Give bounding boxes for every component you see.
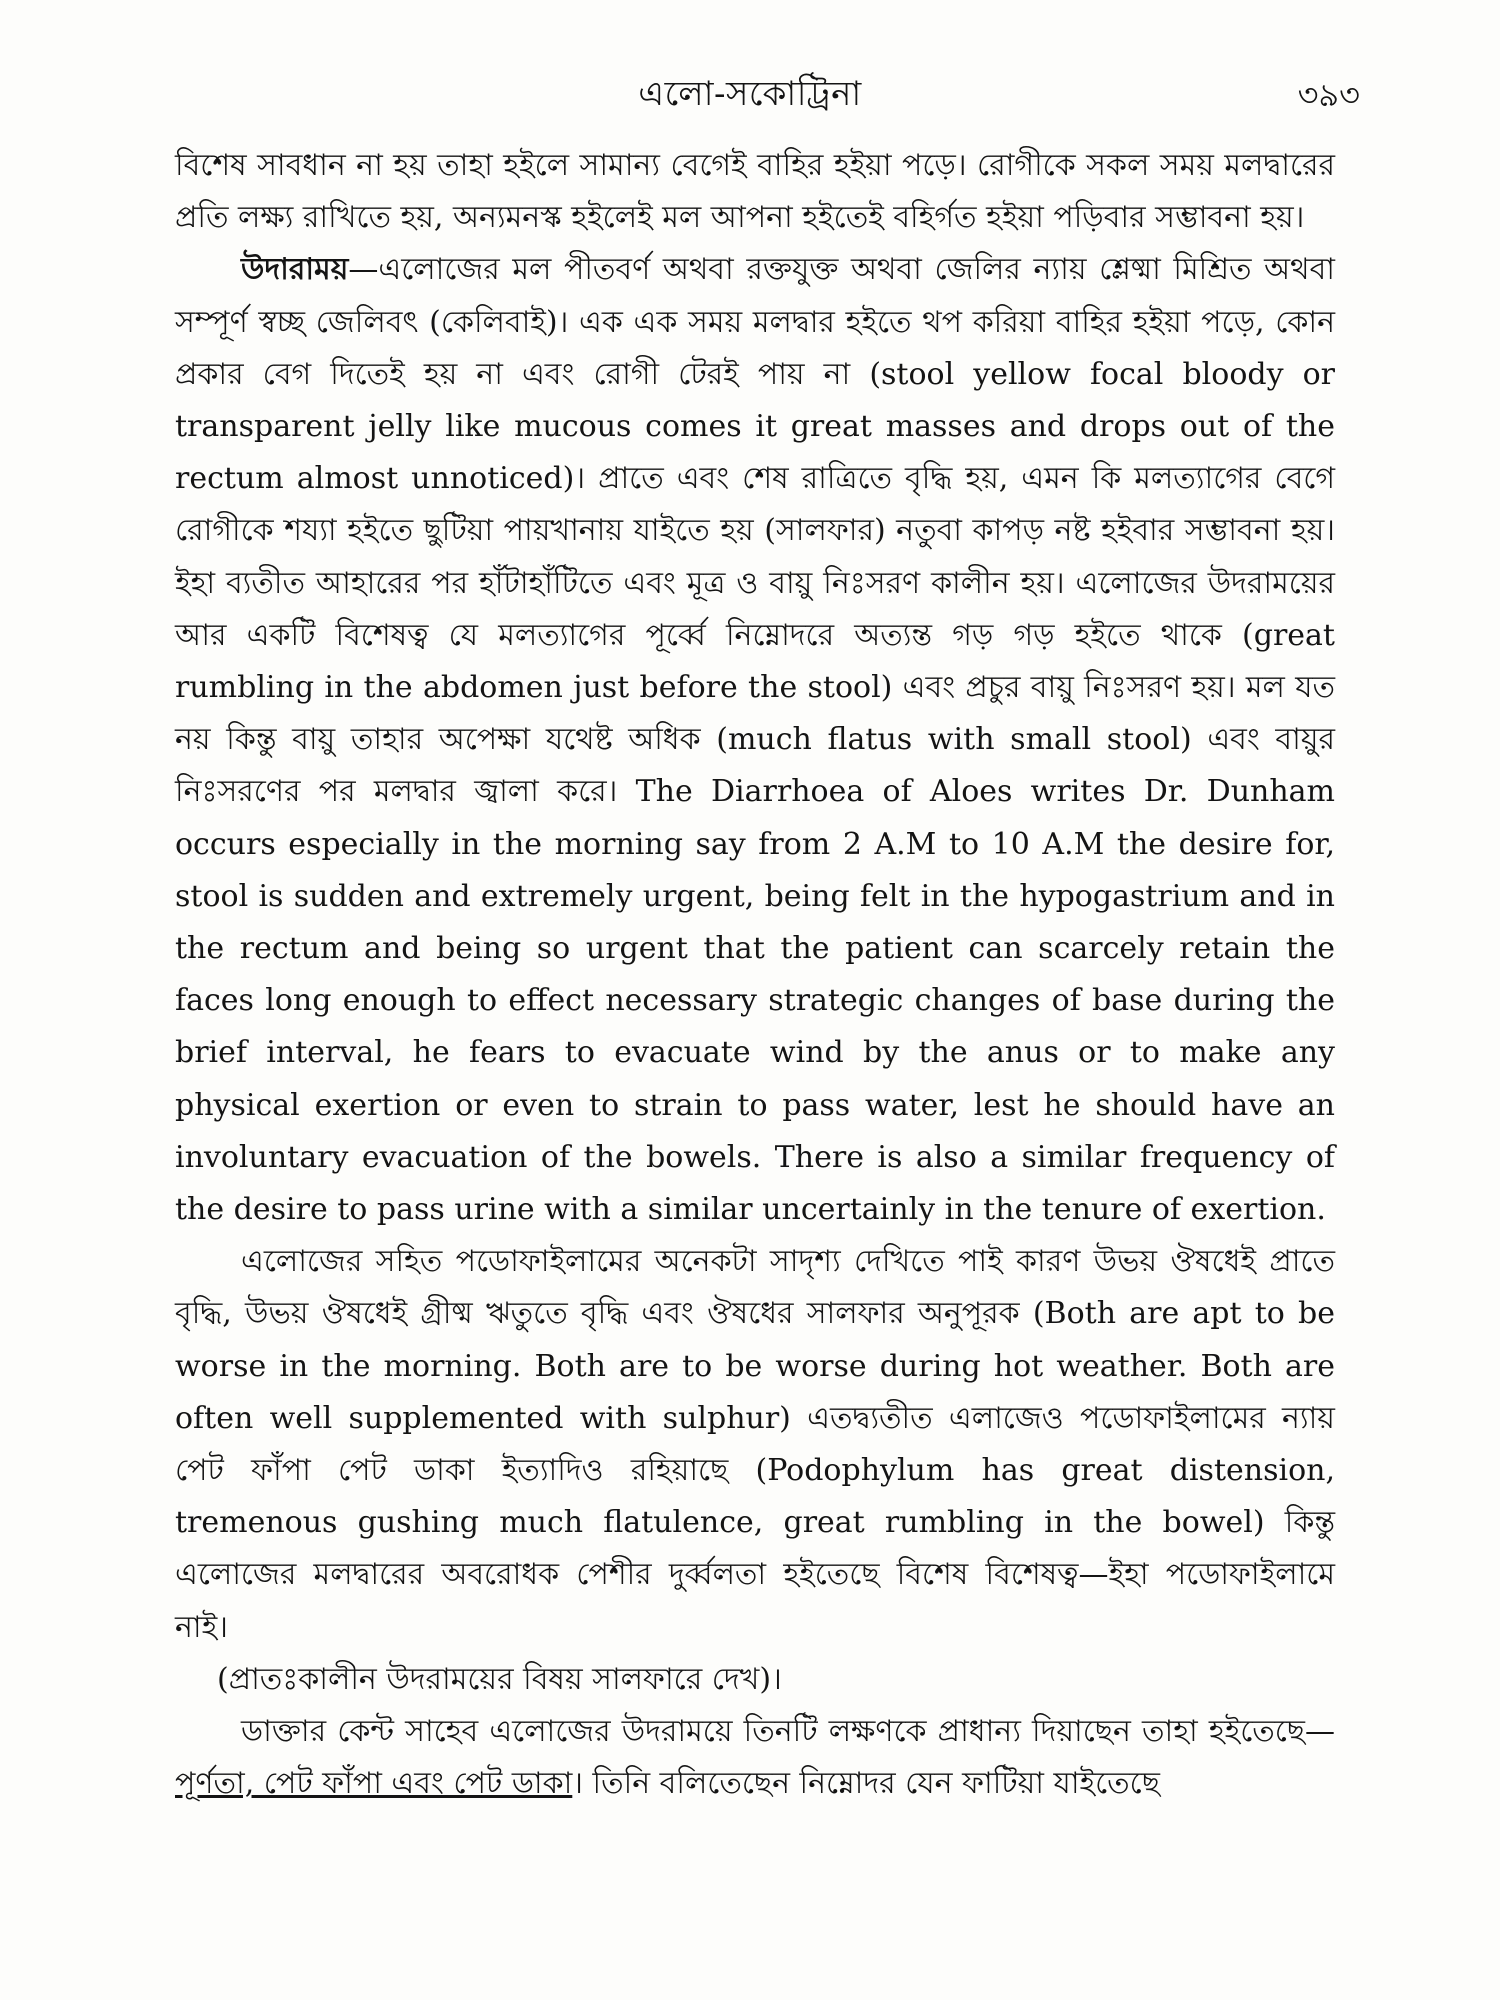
- bengali-text: —এলোজের মল পীতবর্ণ অথবা রক্তযুক্ত অথবা জেলির ন্যায় শ্লেষ্মা মিশ্রিত অথবা সম্পূর্ণ স্বচ্ছ জেলিবৎ (কেলিবাই)। এক এক সময় মলদ্বার হইতে থপ করিয়া বাহির হইয়া পড়ে, কোন প্রকার বেগ দিতেই হয় না এবং রোগী টেরই পায় না: [175, 252, 1335, 392]
- english-quote-dunham: The Diarrhoea of Aloes writes Dr. Dunham occurs especially in the morning say from 2 A.M to 10 A.M the desire for, stool is sudden and extremely urgent, being felt in the hypogastrium and in the rectum and being so urgent that the patient can scarcely retain the faces long enough to effect necessary strategic changes of base during the brief interval, he fears to evacuate wind by the anus or to make any physical exertion or even to strain to pass water, lest he should have an involuntary evacuation of the bowels. There is also a similar frequency of the desire to pass urine with a similar uncertainly in the tenure of exertion.: [175, 774, 1335, 1228]
- paragraph-podophyllum-comparison: [175, 1236, 1335, 1654]
- paragraph-kent: [175, 1706, 1335, 1810]
- bengali-text: । প্রাতে এবং শেষ রাত্রিতে বৃদ্ধি হয়, এমন কি মলত্যাগের বেগে রোগীকে শয্যা হইতে ছুটিয়া পায়খানায় যাইতে হয় (সালফার) নতুবা কাপড় নষ্ট হইবার সম্ভাবনা হয়। ইহা ব্যতীত আহারের পর হাঁটাহাঁটিতে এবং মূত্র ও বায়ু নিঃসরণ কালীন হয়। এলোজের উদরাময়ের আর একটি বিশেষত্ব যে মলত্যাগের পূর্ব্বে নিম্নোদরে অত্যন্ত গড় গড় হইতে থাকে: [175, 461, 1336, 653]
- paragraph-cross-reference: (প্রাতঃকালীন উদরাময়ের বিষয় সালফারে দেখ)।: [217, 1661, 782, 1697]
- bengali-text: কিন্তু এলোজের মলদ্বারের অবরোধক পেশীর দুর্ব্বলতা হইতেছে বিশেষ বিশেষত্ব—ইহা পডোফাইলামে নাই।: [175, 1505, 1335, 1645]
- running-title: এলো-সকোট্রিনা: [638, 74, 862, 114]
- bengali-text: । তিনি বলিতেছেন নিম্নোদর যেন ফাটিয়া যাইতেছে: [572, 1766, 1160, 1802]
- bengali-text: এতদ্ব্যতীত এলাজেও পডোফাইলামের ন্যায় পেট ফাঁপা পেট ডাকা ইত্যাদিও রহিয়াছে: [175, 1400, 1335, 1489]
- bengali-text: ডাক্তার কেন্ট সাহেব এলোজের উদরাময়ে তিনটি লক্ষণকে প্রাধান্য দিয়াছেন তাহা হইতেছে—: [241, 1714, 1335, 1750]
- english-quote: (Podophylum has great distension, tremenous gushing much flatulence, great rumbling in the bowel): [175, 1453, 1335, 1541]
- bengali-text: এলোজের সহিত পডোফাইলামের অনেকটা সাদৃশ্য দেখিতে পাই কারণ উভয় ঔষধেই প্রাতে বৃদ্ধি, উভয় ঔষধেই গ্রীষ্ম ঋতুতে বৃদ্ধি এবং ঔষধের সালফার অনুপূরক: [175, 1244, 1335, 1332]
- bengali-text: এবং প্রচুর বায়ু নিঃসরণ হয়। মল যত নয় কিন্তু বায়ু তাহার অপেক্ষা যথেষ্ট অধিক: [175, 670, 1335, 758]
- underlined-symptoms: পূর্ণতা, পেট ফাঁপা এবং পেট ডাকা: [175, 1766, 573, 1802]
- page-number: ৩৯৩: [1297, 76, 1360, 114]
- english-quote: (stool yellow focal bloody or transparent jelly like mucous comes it great masses and drops out of the rectum almost unnoticed): [175, 356, 1335, 497]
- bengali-text: এবং বায়ুর নিঃসরণের পর মলদ্বার জ্বালা করে।: [175, 722, 1335, 810]
- paragraph-diarrhoea: [175, 244, 1335, 1236]
- running-head: [0, 62, 1500, 122]
- body-text: [175, 140, 1335, 1811]
- paragraph-lead-term: উদারাময়: [241, 252, 349, 288]
- english-quote: (much flatus with small stool): [716, 722, 1192, 758]
- english-quote: (great rumbling in the abdomen just before the stool): [175, 617, 1335, 706]
- paragraph-continuation: বিশেষ সাবধান না হয় তাহা হইলে সামান্য বেগেই বাহির হইয়া পড়ে। রোগীকে সকল সময় মলদ্বারের প্রতি লক্ষ্য রাখিতে হয়, অন্যমনস্ক হইলেই মল আপনা হইতেই বহির্গত হইয়া পড়িবার সম্ভাবনা হয়।: [175, 148, 1335, 236]
- english-quote: (Both are apt to be worse in the morning. Both are to be worse during hot weather. Both are often well supplemented with sulphur): [175, 1296, 1335, 1436]
